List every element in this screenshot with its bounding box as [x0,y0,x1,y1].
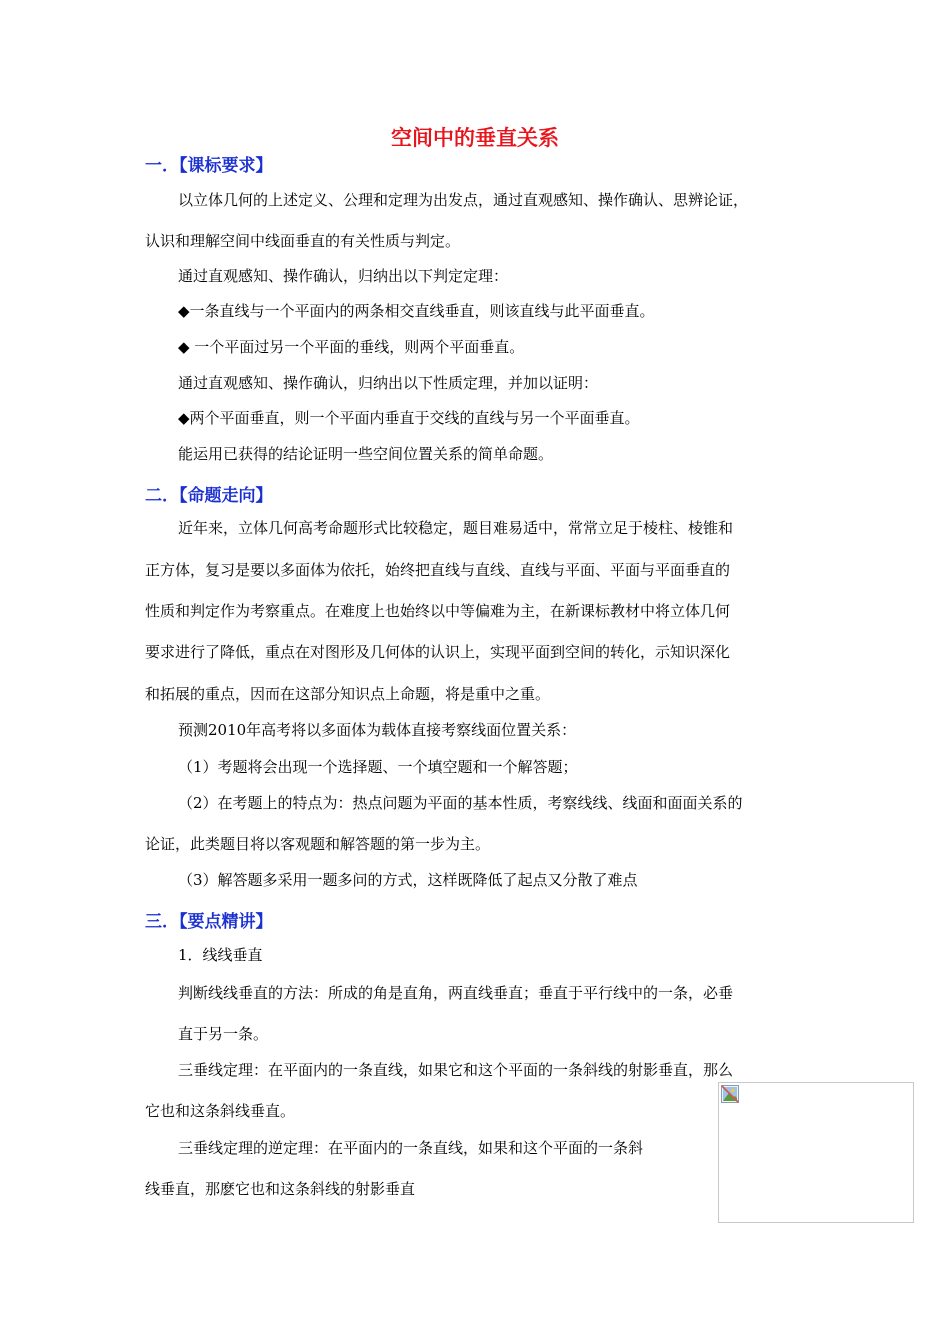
list-item: （1）考题将会出现一个选择题、一个填空题和一个解答题； [178,758,578,776]
paragraph-line: 直于另一条。 [178,1025,269,1043]
paragraph-line: 线垂直，那麽它也和这条斜线的射影垂直 [145,1180,416,1198]
paragraph-line: 性质和判定作为考察重点。在难度上也始终以中等偏难为主，在新课标教材中将立体几何 [145,602,731,620]
broken-image-icon [721,1085,739,1103]
paragraph-line: 近年来，立体几何高考命题形式比较稳定，题目难易适中，常常立足于棱柱、棱锥和 [178,519,734,537]
list-item: （3）解答题多采用一题多问的方式，这样既降低了起点又分散了难点 [178,871,638,889]
paragraph-line: 认识和理解空间中线面垂直的有关性质与判定。 [145,232,461,250]
section-heading-key-points: 三．【要点精讲】 [145,912,273,932]
paragraph-line: 以立体几何的上述定义、公理和定理为出发点，通过直观感知、操作确认、思辨论证， [178,191,749,209]
paragraph-line: 能运用已获得的结论证明一些空间位置关系的简单命题。 [178,445,554,463]
paragraph-line: 通过直观感知、操作确认，归纳出以下性质定理，并加以证明： [178,374,599,392]
image-placeholder [718,1082,914,1223]
page-title: 空间中的垂直关系 [391,126,559,150]
bullet-line: ◆两个平面垂直，则一个平面内垂直于交线的直线与另一个平面垂直。 [178,409,640,427]
section-heading-trends: 二．【命题走向】 [145,486,273,506]
paragraph-line: 和拓展的重点，因而在这部分知识点上命题，将是重中之重。 [145,685,551,703]
paragraph-line: 论证，此类题目将以客观题和解答题的第一步为主。 [145,835,491,853]
section-heading-standards: 一．【课标要求】 [145,156,273,176]
subheading: 1．线线垂直 [178,946,263,964]
paragraph-line: 三垂线定理：在平面内的一条直线，如果它和这个平面的一条斜线的射影垂直，那么 [178,1061,734,1079]
bullet-line: ◆一条直线与一个平面内的两条相交直线垂直，则该直线与此平面垂直。 [178,302,655,320]
paragraph-line: 预测2010年高考将以多面体为载体直接考察线面位置关系： [178,721,577,739]
bullet-line: ◆ 一个平面过另一个平面的垂线，则两个平面垂直。 [178,338,525,356]
list-item: （2）在考题上的特点为：热点问题为平面的基本性质，考察线线、线面和面面关系的 [178,794,743,812]
paragraph-line: 三垂线定理的逆定理：在平面内的一条直线，如果和这个平面的一条斜 [178,1139,644,1157]
paragraph-line: 判断线线垂直的方法：所成的角是直角，两直线垂直；垂直于平行线中的一条，必垂 [178,984,734,1002]
paragraph-line: 正方体，复习是要以多面体为依托，始终把直线与直线、直线与平面、平面与平面垂直的 [145,561,731,579]
paragraph-line: 它也和这条斜线垂直。 [145,1102,296,1120]
paragraph-line: 通过直观感知、操作确认，归纳出以下判定定理： [178,267,509,285]
paragraph-line: 要求进行了降低，重点在对图形及几何体的认识上，实现平面到空间的转化，示知识深化 [145,643,731,661]
